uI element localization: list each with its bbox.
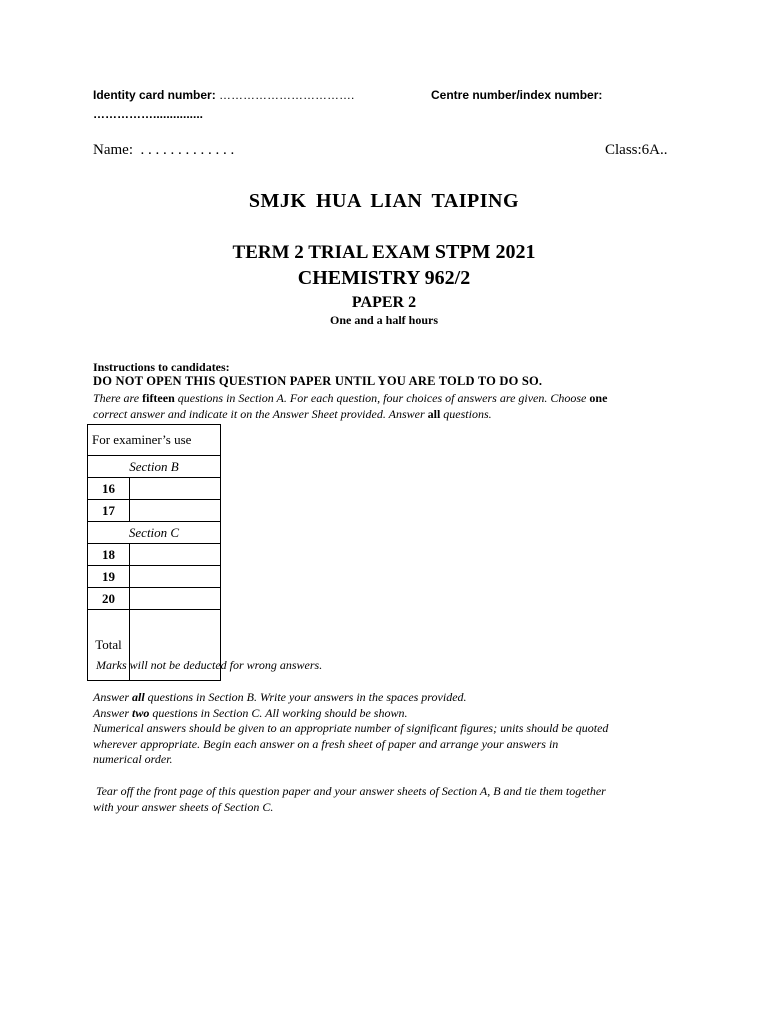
numerical-instruction-1: Numerical answers should be given to an appropriate number of significant figures; units should be quoted bbox=[93, 721, 609, 735]
instr-text: correct answer and indicate it on the Answer Sheet provided. Answer bbox=[93, 407, 428, 421]
centre-number-dots: ……………............... bbox=[93, 107, 204, 121]
name-field bbox=[93, 142, 234, 159]
instr-bold: all bbox=[132, 690, 145, 704]
paper-title: PAPER 2 bbox=[351, 294, 417, 311]
exam-title-prefix: TERM 2 TRIAL EXAM bbox=[232, 242, 435, 263]
name-label: Name bbox=[93, 142, 129, 158]
question-number: 19 bbox=[88, 566, 130, 588]
instr-bold: one bbox=[589, 391, 608, 405]
identity-card-label bbox=[93, 88, 354, 102]
examiner-table-header: For examiner’s use bbox=[88, 425, 221, 456]
table-row bbox=[88, 566, 221, 588]
identity-card-label-text: Identity card number: bbox=[93, 88, 216, 102]
numerical-instruction-3: numerical order. bbox=[93, 752, 173, 766]
exam-title-suffix: STPM 2021 bbox=[434, 241, 536, 263]
identity-card-dots: ……………………………. bbox=[219, 88, 355, 102]
table-row bbox=[88, 478, 221, 500]
name-dots: . . . . . . . . . . . . . bbox=[140, 142, 235, 158]
table-row bbox=[88, 500, 221, 522]
section-c-label: Section C bbox=[88, 522, 221, 544]
table-row bbox=[88, 544, 221, 566]
instr-text: questions in Section B. Write your answers in the spaces provided. bbox=[144, 690, 467, 704]
instr-text: There are bbox=[93, 391, 143, 405]
mark-cell bbox=[130, 500, 221, 522]
instructions-warning: DO NOT OPEN THIS QUESTION PAPER UNTIL YOU ARE TOLD TO DO SO. bbox=[93, 374, 543, 388]
mark-cell bbox=[130, 588, 221, 610]
subject-title: CHEMISTRY 962/2 bbox=[297, 267, 471, 289]
instructions-heading: Instructions to candidates: bbox=[93, 360, 230, 374]
class-field: Class:6A.. bbox=[605, 142, 668, 158]
name-colon: : bbox=[128, 142, 133, 158]
centre-number-label: Centre number/index number: bbox=[431, 88, 603, 102]
instr-bold: two bbox=[132, 706, 150, 720]
instructions-line-1 bbox=[93, 391, 607, 406]
instr-text: questions in Section A. For each question, four choices of answers are given. Choose bbox=[174, 391, 590, 405]
section-b-instruction bbox=[93, 690, 467, 705]
exam-title bbox=[0, 241, 768, 264]
instr-text: Answer bbox=[93, 706, 132, 720]
numerical-instruction-2: wherever appropriate. Begin each answer on a fresh sheet of paper and arrange your answers in bbox=[93, 737, 559, 751]
mark-cell bbox=[130, 544, 221, 566]
examiner-table bbox=[87, 424, 221, 681]
question-number: 16 bbox=[88, 478, 130, 500]
question-number: 17 bbox=[88, 500, 130, 522]
tear-instruction-2: with your answer sheets of Section C. bbox=[93, 800, 274, 814]
instr-text: Answer bbox=[93, 690, 132, 704]
duration-text: One and a half hours bbox=[329, 313, 439, 327]
total-label: Total bbox=[88, 610, 130, 681]
school-title: SMJK HUA LIAN TAIPING bbox=[248, 190, 520, 212]
instr-text: questions. bbox=[440, 407, 492, 421]
section-b-label: Section B bbox=[88, 456, 221, 478]
mark-cell bbox=[130, 478, 221, 500]
question-number: 18 bbox=[88, 544, 130, 566]
instr-bold: fifteen bbox=[142, 391, 175, 405]
instr-bold: all bbox=[427, 407, 441, 421]
section-c-instruction bbox=[93, 706, 407, 721]
mark-cell bbox=[130, 566, 221, 588]
marks-note: Marks will not be deducted for wrong answers. bbox=[96, 658, 323, 672]
table-row bbox=[88, 588, 221, 610]
tear-instruction-1: Tear off the front page of this question paper and your answer sheets of Section A, B and tie them together bbox=[96, 784, 606, 798]
instr-text: questions in Section C. All working should be shown. bbox=[149, 706, 408, 720]
instructions-line-2 bbox=[93, 407, 492, 422]
question-number: 20 bbox=[88, 588, 130, 610]
